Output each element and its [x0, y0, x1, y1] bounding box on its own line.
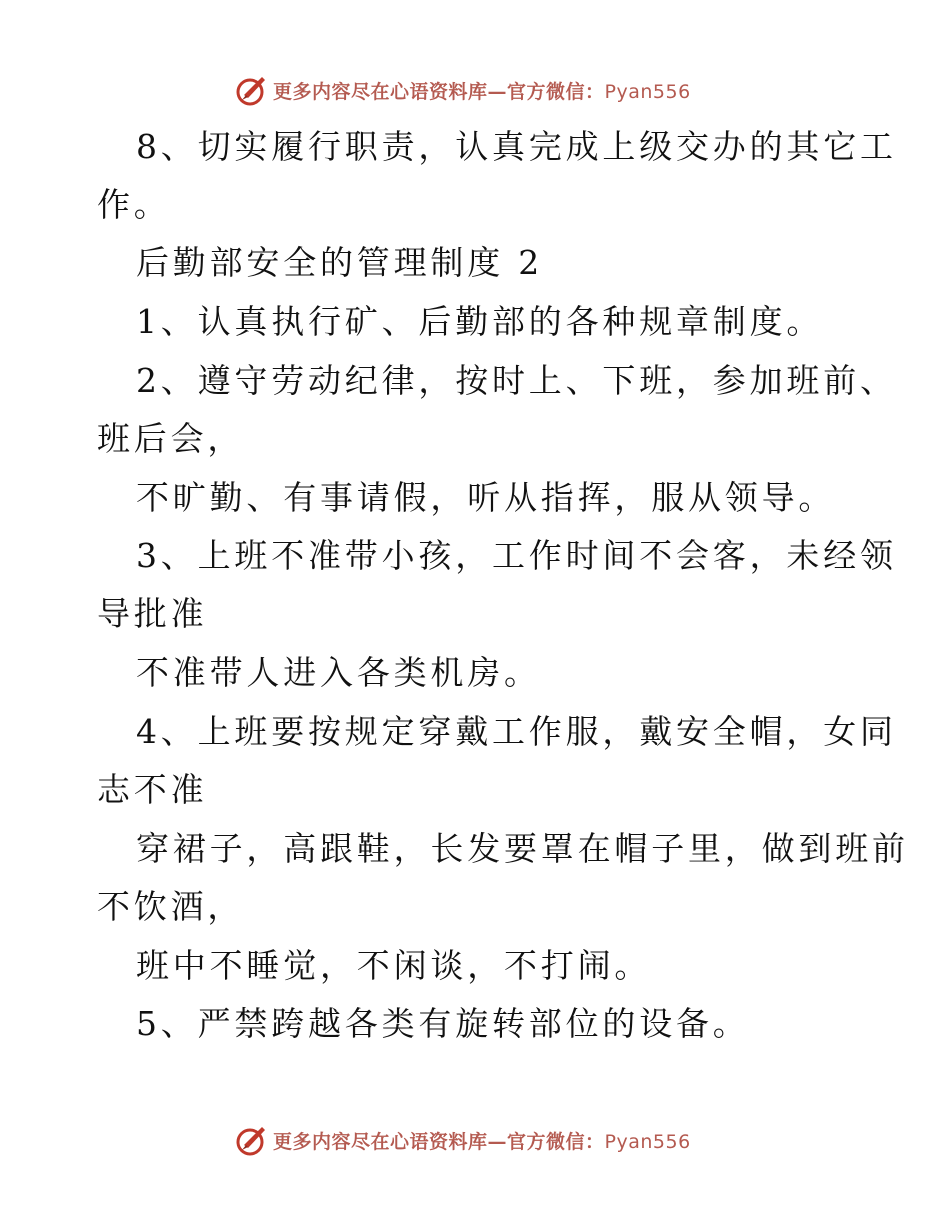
paragraph-line: 1、认真执行矿、后勤部的各种规章制度。 [136, 302, 824, 341]
paragraph-line: 导批准 [97, 594, 208, 633]
footer-banner-text: 更多内容尽在心语资料库—官方微信：Pyan556 [273, 1130, 691, 1153]
quill-logo-icon [235, 73, 269, 107]
paragraph-line: 穿裙子，高跟鞋，长发要罩在帽子里，做到班前 [136, 829, 909, 868]
paragraph-line: 班中不睡觉，不闲谈，不打闹。 [136, 946, 652, 985]
paragraph-line: 作。 [97, 185, 171, 224]
paragraph-line: 5、严禁跨越各类有旋转部位的设备。 [136, 1004, 750, 1043]
footer-watermark [235, 1122, 691, 1158]
paragraph-line: 8、切实履行职责，认真完成上级交办的其它工 [136, 127, 897, 166]
header-watermark [235, 72, 691, 108]
quill-logo-icon [235, 1123, 269, 1157]
paragraph-line: 2、遵守劳动纪律，按时上、下班，参加班前、 [136, 361, 897, 400]
paragraph-line: 3、上班不准带小孩，工作时间不会客，未经领 [136, 536, 897, 575]
header-banner-text: 更多内容尽在心语资料库—官方微信：Pyan556 [273, 80, 691, 103]
paragraph-line: 不旷勤、有事请假，听从指挥，服从领导。 [136, 478, 836, 517]
paragraph-line: 4、上班要按规定穿戴工作服，戴安全帽，女同 [136, 712, 897, 751]
paragraph-line: 班后会， [97, 419, 245, 458]
paragraph-line: 志不准 [97, 770, 208, 809]
paragraph-line: 不准带人进入各类机房。 [136, 653, 541, 692]
paragraph-line: 不饮酒， [97, 887, 245, 926]
section-heading: 后勤部安全的管理制度 2 [136, 243, 544, 282]
